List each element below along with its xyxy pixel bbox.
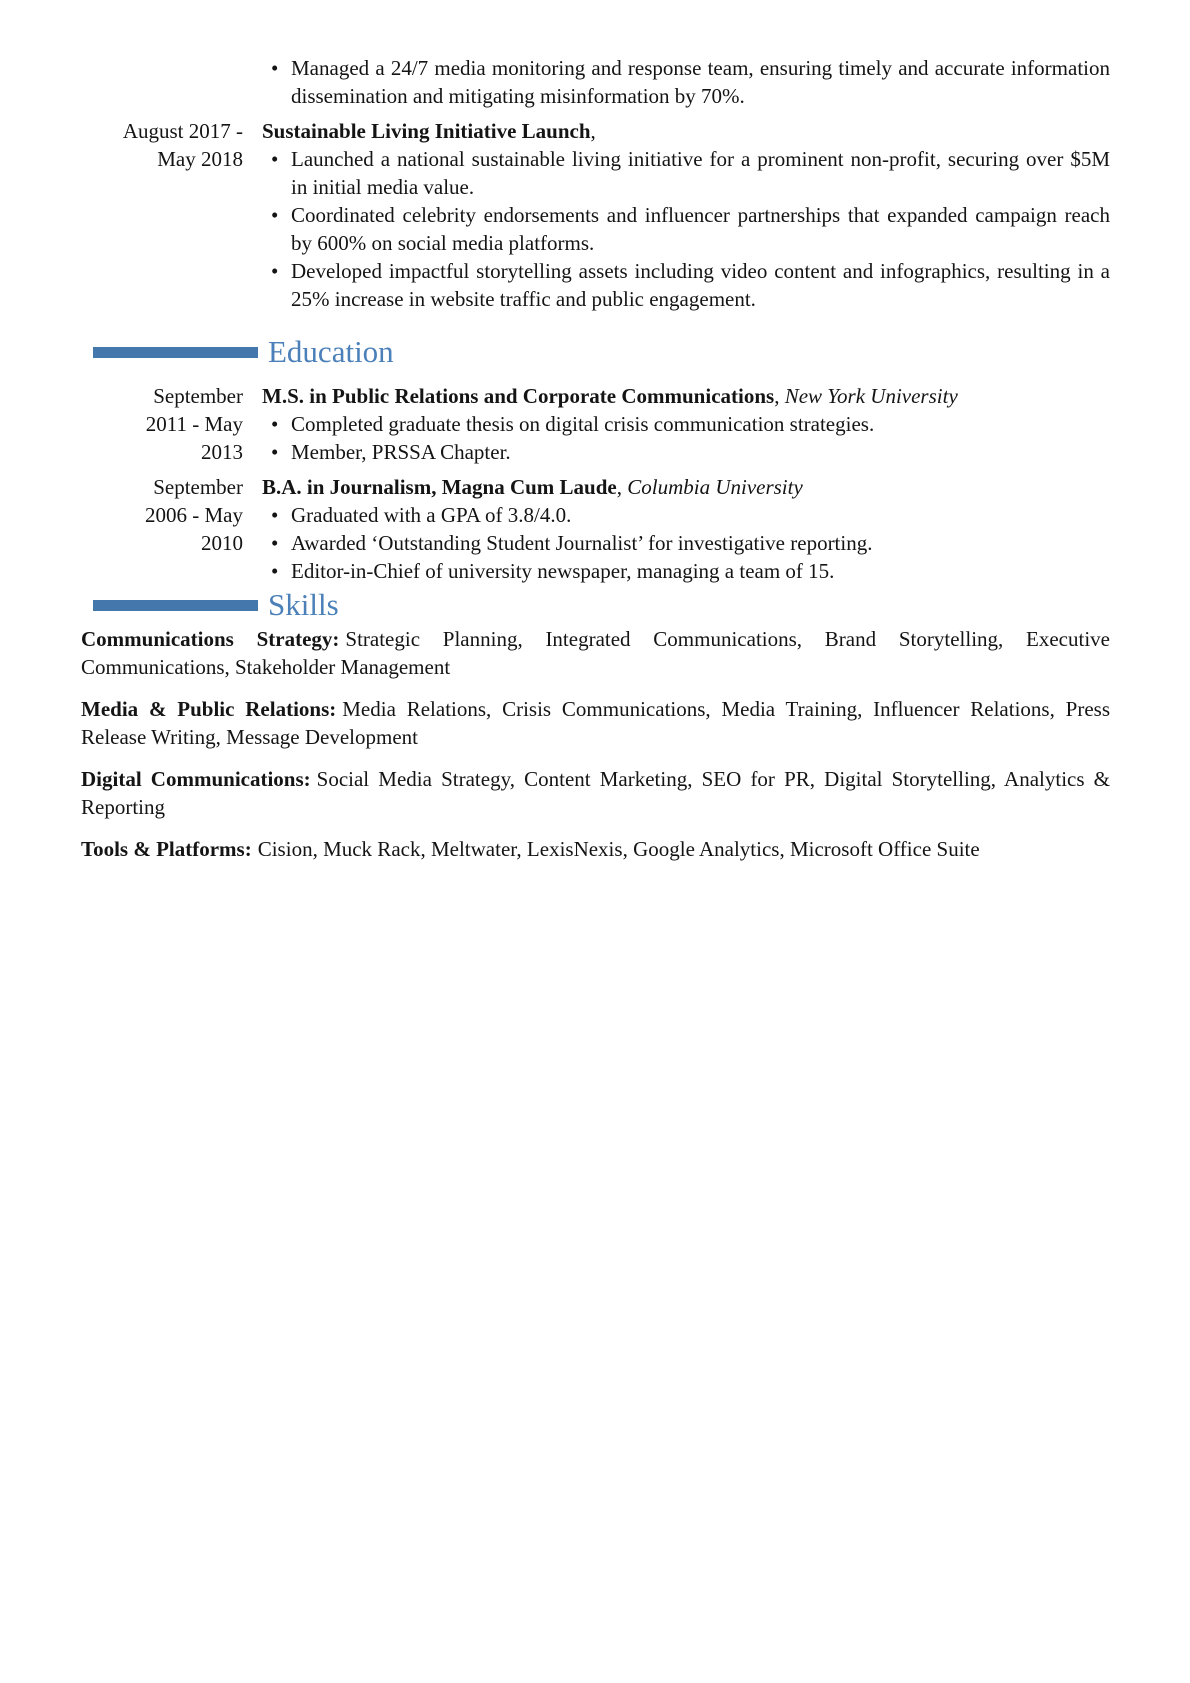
entry-date: September 2006 - May 2010 [145, 475, 243, 555]
skill-paragraph-tools-platforms [81, 835, 1110, 863]
entry-ba-degree [81, 473, 1110, 585]
entry-title-bold: B.A. in Journalism, Magna Cum Laude [262, 475, 617, 499]
skill-category-items: Media Relations, Crisis Communications, Media Training, Influencer Relations, Press Release Writing, Message Development [81, 697, 1110, 749]
skill-category-label: Communications Strategy: [81, 627, 340, 651]
bullet-item: • Completed graduate thesis on digital crisis communication strategies. [291, 410, 1110, 438]
skill-category-items: Social Media Strategy, Content Marketing, SEO for PR, Digital Storytelling, Analytics & Reporting [81, 767, 1110, 819]
skill-category-label: Digital Communications: [81, 767, 311, 791]
bullet-list [262, 145, 1110, 313]
entry-content [262, 117, 1110, 313]
bullet-list [262, 501, 1110, 585]
skill-paragraph-media-public-relations [81, 695, 1110, 751]
entry-sustainable-living [81, 117, 1110, 313]
skill-paragraph-digital-communications [81, 765, 1110, 821]
skill-category-label: Media & Public Relations: [81, 697, 337, 721]
entry-date: August 2017 - May 2018 [122, 119, 243, 171]
bullet-item: • Managed a 24/7 media monitoring and response team, ensuring timely and accurate information dissemination and mitigating misinformation by 70%. [291, 54, 1110, 110]
bullet-item: • Graduated with a GPA of 3.8/4.0. [291, 501, 1110, 529]
section-heading-education [81, 334, 1110, 370]
entry-title [262, 382, 1110, 410]
entry-date: September 2011 - May 2013 [145, 384, 243, 464]
bullet-item: • Developed impactful storytelling assets including video content and infographics, resulting in a 25% increase in website traffic and public engagement. [291, 257, 1110, 313]
skills-section [81, 587, 1110, 863]
entry-title-bold: Sustainable Living Initiative Launch [262, 119, 591, 143]
section-heading-title: Skills [268, 587, 339, 622]
bullet-list [262, 410, 1110, 466]
entry-title [262, 117, 1110, 145]
bullet-item: • Launched a national sustainable living initiative for a prominent non-profit, securing over $5M in initial media value. [291, 145, 1110, 201]
skill-category-items: Cision, Muck Rack, Meltwater, LexisNexis, Google Analytics, Microsoft Office Suite [257, 837, 980, 861]
bullet-item: • Awarded ‘Outstanding Student Journalist’ for investigative reporting. [291, 529, 1110, 557]
entry-ms-degree [81, 382, 1110, 466]
bullet-item: • Coordinated celebrity endorsements and influencer partnerships that expanded campaign reach by 600% on social media platforms. [291, 201, 1110, 257]
entry-date [113, 54, 243, 110]
section-heading-bar [93, 347, 258, 358]
entry-content [262, 382, 1110, 466]
skill-paragraph-communications-strategy [81, 625, 1110, 681]
entry-title-separator: , [616, 475, 628, 499]
section-heading-skills [81, 587, 1110, 623]
section-heading-title: Education [268, 334, 394, 369]
entry-title-separator: , [774, 384, 785, 408]
experience-section-continuation [81, 54, 1110, 313]
bullet-item: • Editor-in-Chief of university newspaper, managing a team of 15. [291, 557, 1110, 585]
entry-title-separator: , [590, 119, 596, 143]
skill-category-items: Strategic Planning, Integrated Communications, Brand Storytelling, Executive Communications, Stakeholder Management [81, 627, 1110, 679]
entry-title-institution: New York University [784, 384, 958, 408]
skill-category-label: Tools & Platforms: [81, 837, 252, 861]
entry-content [262, 54, 1110, 110]
entry-continuation [81, 54, 1110, 110]
bullet-item: • Member, PRSSA Chapter. [291, 438, 1110, 466]
entry-title-bold: M.S. in Public Relations and Corporate Communications [262, 384, 775, 408]
entry-content [262, 473, 1110, 585]
entry-title-institution: Columbia University [627, 475, 803, 499]
education-section [81, 334, 1110, 585]
bullet-list [262, 54, 1110, 110]
section-heading-bar [93, 600, 258, 611]
entry-title [262, 473, 1110, 501]
